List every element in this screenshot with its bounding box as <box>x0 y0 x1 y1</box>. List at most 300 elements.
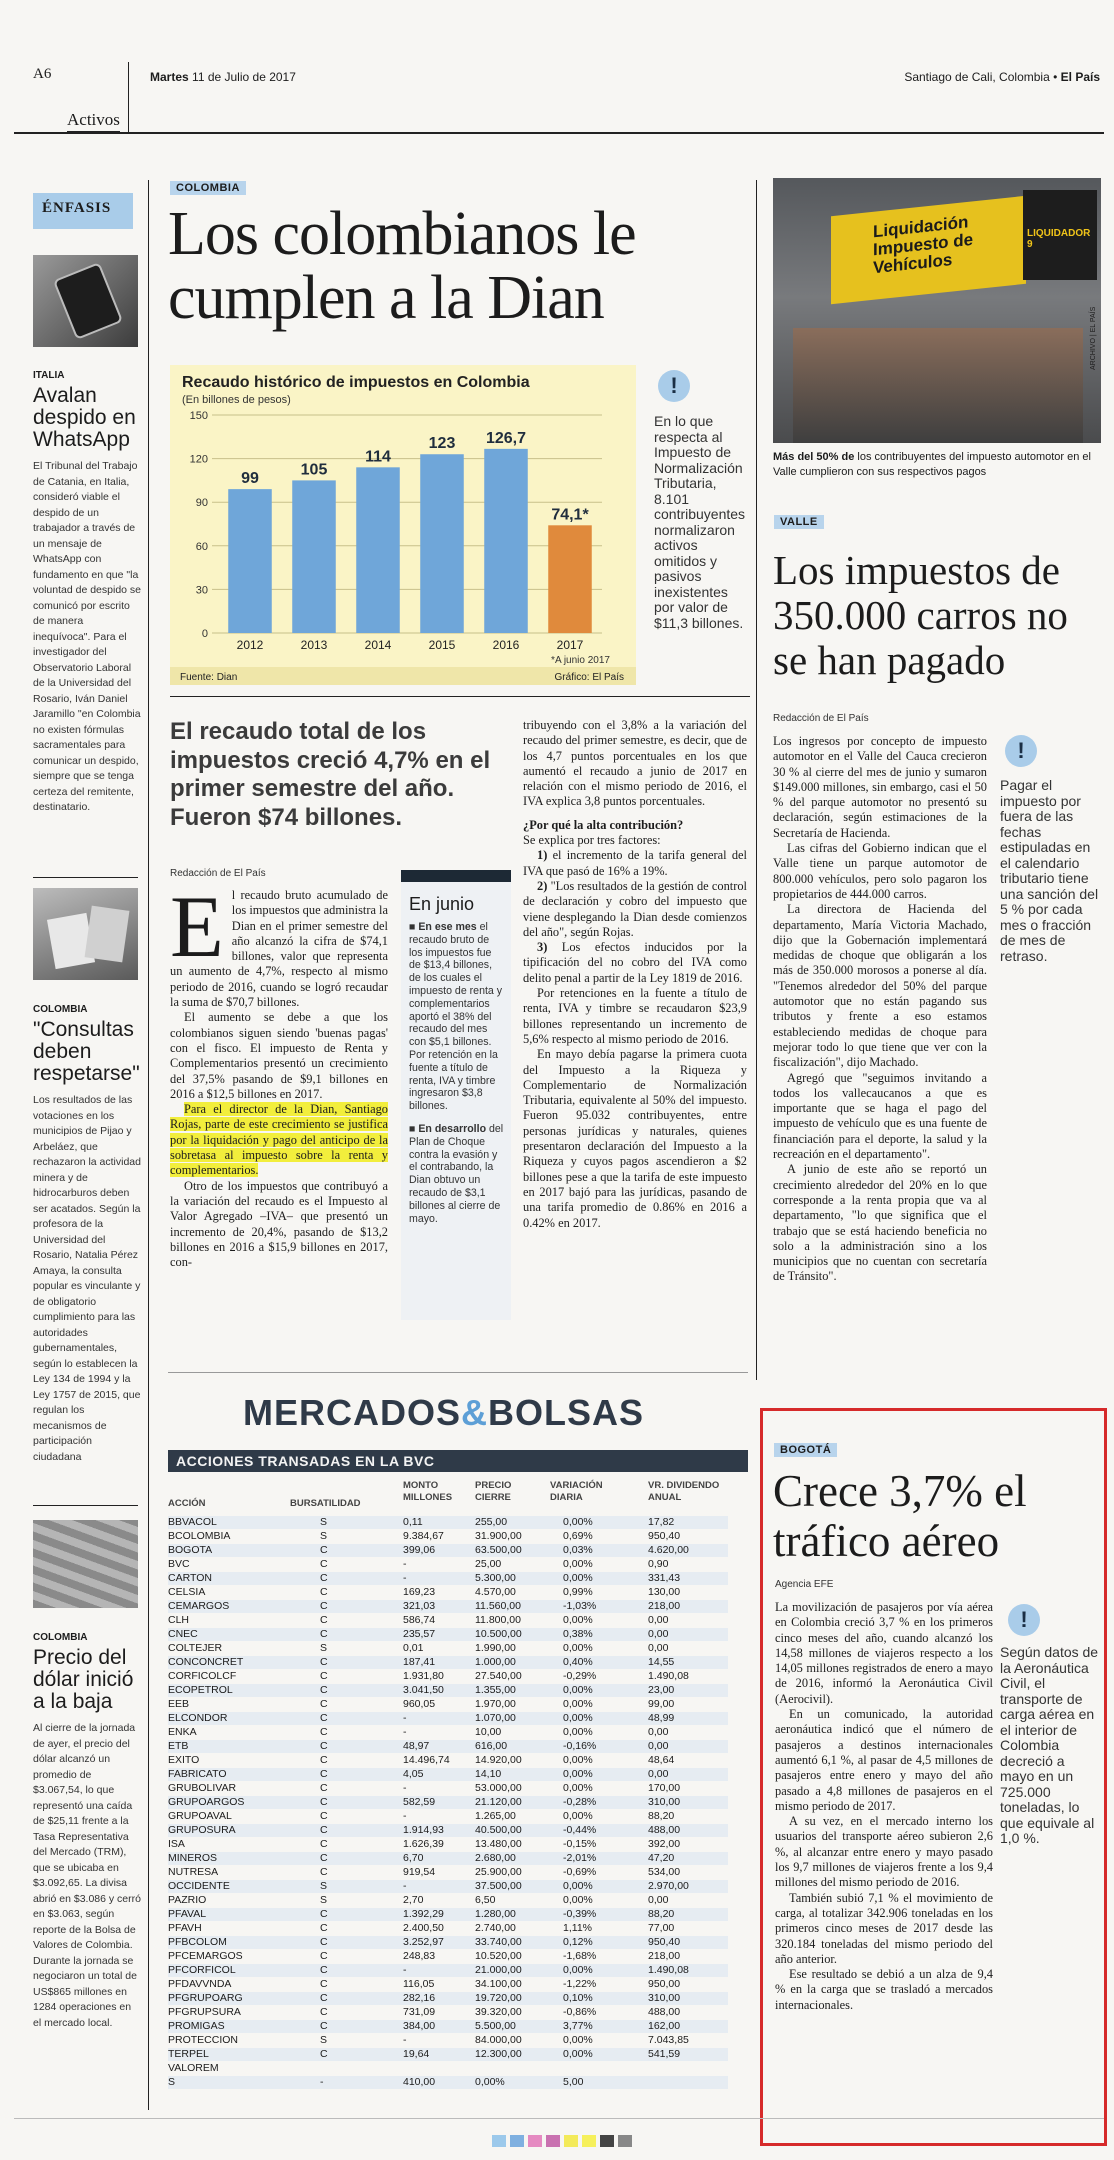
table-cell: -2,01% <box>563 1852 597 1864</box>
table-cell: C <box>320 1712 328 1724</box>
table-row <box>168 1740 728 1753</box>
sidebar-item-divider <box>33 877 138 878</box>
table-cell: 1.355,00 <box>475 1684 516 1696</box>
bar <box>420 454 464 633</box>
table-cell: ETB <box>168 1740 189 1752</box>
page-number: A6 <box>33 66 52 82</box>
exclamation-icon: ! <box>1005 735 1037 767</box>
color-swatch <box>564 2135 578 2147</box>
table-cell: 950,40 <box>648 1530 681 1542</box>
chart-source: Fuente: Dian <box>180 672 238 683</box>
table-cell: 14.920,00 <box>475 1754 522 1766</box>
y-tick-label: 90 <box>195 497 208 510</box>
table-cell: -0,86% <box>563 2006 597 2018</box>
table-cell: C <box>320 2020 328 2032</box>
table-cell: 0,00% <box>563 1642 593 1654</box>
markets-top-rule <box>168 1372 748 1373</box>
x-tick-label: 2016 <box>492 638 520 652</box>
table-cell: 7.043,85 <box>648 2034 689 2046</box>
table-cell: 282,16 <box>403 1992 436 2004</box>
table-cell: C <box>320 1558 328 1570</box>
table-cell: C <box>320 1838 328 1850</box>
table-cell: 0,00 <box>648 1642 669 1654</box>
bar-value-label: 74,1* <box>551 506 589 524</box>
y-tick-label: 60 <box>195 540 208 553</box>
table-cell: 0,00% <box>563 1516 593 1528</box>
table-cell: 39.320,00 <box>475 2006 522 2018</box>
table-row <box>168 1516 728 1529</box>
table-cell: 0,00% <box>563 1684 593 1696</box>
table-cell: C <box>320 1810 328 1822</box>
table-cell: 17,82 <box>648 1516 675 1528</box>
main-paragraph-highlight <box>170 1102 388 1178</box>
table-cell: CNEC <box>168 1628 198 1640</box>
factor-text: Los efectos inducidos por la tipificación del no cobro del IVA como delito penal a partir de la Ley 1819 de 2016. <box>523 940 747 985</box>
table-cell: ECOPETROL <box>168 1684 233 1696</box>
table-cell: -0,69% <box>563 1866 597 1878</box>
valle-byline: Redacción de El País <box>773 713 869 724</box>
table-row <box>168 1992 728 2005</box>
footer-rule <box>14 2118 1104 2119</box>
sidebar-item <box>33 1632 141 2031</box>
table-cell: C <box>320 1922 328 1934</box>
table-cell: -0,28% <box>563 1796 597 1808</box>
bar <box>292 480 336 633</box>
table-cell: C <box>320 1656 328 1668</box>
table-cell: 0,00% <box>563 1880 593 1892</box>
table-cell: C <box>320 1824 328 1836</box>
table-cell: 399,06 <box>403 1544 436 1556</box>
table-cell: BCOLOMBIA <box>168 1530 231 1542</box>
header-rule <box>14 132 1104 134</box>
table-row <box>168 1628 728 1641</box>
table-row <box>168 1838 728 1851</box>
table-cell: 0,00% <box>563 1572 593 1584</box>
table-cell: 4.620,00 <box>648 1544 689 1556</box>
markets-logo <box>243 1392 644 1434</box>
table-cell: OCCIDENTE <box>168 1880 230 1892</box>
table-cell: 0,00% <box>563 1894 593 1906</box>
table-cell: 1.265,00 <box>475 1810 516 1822</box>
table-cell: 0,00% <box>563 1698 593 1710</box>
table-row <box>168 1586 728 1599</box>
factor-text: "Los resultados de la gestión de control de declaración y cobro del impuesto que viene desplegando la Dian desde comienzos del año", según Rojas. <box>523 878 747 939</box>
table-cell: 1.490,08 <box>648 1670 689 1682</box>
air-kicker <box>774 1440 837 1458</box>
table-cell: 19.720,00 <box>475 1992 522 2004</box>
table-cell: 2.680,00 <box>475 1852 516 1864</box>
main-byline: Redacción de El País <box>170 868 266 879</box>
table-cell: C <box>320 1950 328 1962</box>
table-cell: 0,69% <box>563 1530 593 1542</box>
table-cell: 616,00 <box>475 1740 508 1752</box>
sidebar-kicker: COLOMBIA <box>33 1632 88 1643</box>
table-cell: 11.560,00 <box>475 1600 521 1612</box>
june-box-text: del Plan de Choque contra la evasión y el contrabando, la Dian obtuvo un recaudo de $3,1 billones al cierre de mayo. <box>409 1122 504 1225</box>
x-tick-label: 2012 <box>236 638 264 652</box>
table-cell: C <box>320 1852 328 1864</box>
factor-number: 3) <box>537 940 548 955</box>
table-cell: C <box>320 1600 328 1612</box>
table-cell: -1,03% <box>563 1600 597 1612</box>
air-paragraph: También subió 7,1 % el movimiento de carga, al totalizar 342.906 toneladas en los primeros cinco meses de 2017 desde las 320.184 toneladas del mismo periodo del año anterior. <box>775 1890 993 1966</box>
table-cell: - <box>403 1810 407 1822</box>
table-cell: -0,15% <box>563 1838 597 1850</box>
column-header: VR. DIVIDENDO ANUAL <box>648 1480 720 1503</box>
column-header: ACCIÓN <box>168 1498 206 1509</box>
table-cell: 2,70 <box>403 1894 424 1906</box>
main-column-1 <box>170 879 389 1270</box>
table-cell: TERPEL <box>168 2048 209 2060</box>
kicker-label: BOGOTÁ <box>774 1443 837 1457</box>
table-cell: 187,41 <box>403 1656 436 1668</box>
table-cell: 48,64 <box>648 1754 675 1766</box>
photo-credit: ARCHIVO | EL PAÍS <box>1090 306 1097 370</box>
color-swatch <box>546 2135 560 2147</box>
main-paragraph: El aumento se debe a que los colombianos siguen siendo 'buenas pagas' con el fisco. El impuesto de Renta y Complementarios presentó un crecimiento del 37,5% pasando de $9,1 billones en 2016 a $12,5 billones en 2017. <box>170 1010 388 1101</box>
question-lead <box>523 818 747 833</box>
valle-paragraph: Los ingresos por concepto de impuesto automotor en el Valle del Cauca crecieron 30 % al cierre del mes de junio y sumaron $149.000 millones, sin embargo, casi el 50 % del parque automotor no presentó su declaración, según estimaciones de la Secretaría de Hacienda. <box>773 734 987 840</box>
column-header: MONTO MILLONES <box>403 1480 453 1503</box>
main-subhead: El recaudo total de los impuestos creció 4,7% en el primer semestre del año. Fueron $74 billones. <box>170 718 491 831</box>
table-cell: 0,00 <box>648 1768 669 1780</box>
table-cell: PROTECCION <box>168 2034 239 2046</box>
main-kicker <box>170 178 246 196</box>
valle-paragraph: La directora de Hacienda del departamento, María Victoria Machado, dijo que la Gobernación implementará medidas de choque que obligarán a los más de 350.000 morosos a ponerse al día. "Tenemos alrededor del 50% del parque automotor que no están pagando sus tributos y frente a eso estamos estableciendo medidas de choque para mejorar todo lo que tiene que ver con la fiscalización", dijo Machado. <box>773 902 987 1070</box>
table-row <box>168 1712 728 1725</box>
markets-logo-b: BOLSAS <box>488 1392 645 1433</box>
photo-caption <box>773 450 1103 480</box>
table-cell: 0,10% <box>563 1992 593 2004</box>
table-row <box>168 1978 728 1991</box>
table-row <box>168 1572 728 1585</box>
table-cell: 84.000,00 <box>475 2034 522 2046</box>
air-note: Según datos de la Aeronáutica Civil, el transporte de carga aérea en el interior de Colombia decreció a mayo en un 725.000 toneladas, lo que equivale al 1,0 %. <box>1000 1644 1099 1846</box>
sidebar-headline: Precio del dólar inició a la baja <box>33 1646 134 1713</box>
sidebar-kicker: ITALIA <box>33 370 65 381</box>
table-cell: 392,00 <box>648 1838 681 1850</box>
table-cell: 4,05 <box>403 1768 424 1780</box>
emphasis-title: ÉNFASIS <box>42 200 112 216</box>
bar-value-label: 99 <box>241 470 259 488</box>
dateline <box>150 70 296 84</box>
table-cell: 1.931,80 <box>403 1670 444 1682</box>
y-tick-label: 120 <box>189 453 208 466</box>
table-cell: 14.496,74 <box>403 1754 450 1766</box>
table-cell: 53.000,00 <box>475 1782 522 1794</box>
table-cell: PFCORFICOL <box>168 1964 236 1976</box>
table-row <box>168 2076 728 2089</box>
table-cell: FABRICATO <box>168 1768 227 1780</box>
table-row <box>168 1726 728 1739</box>
table-cell: 235,57 <box>403 1628 436 1640</box>
masthead-location <box>904 70 1100 84</box>
table-row <box>168 1670 728 1683</box>
table-cell: C <box>320 1726 328 1738</box>
table-cell: PAZRIO <box>168 1894 207 1906</box>
table-cell: C <box>320 1586 328 1598</box>
table-cell: BVC <box>168 1558 190 1570</box>
sidebar-item <box>33 370 141 816</box>
june-box-item <box>409 921 504 1113</box>
table-cell: 0,00 <box>648 1614 669 1626</box>
valle-body <box>773 734 987 1285</box>
table-cell: 1.000,00 <box>475 1656 516 1668</box>
table-cell: 2.740,00 <box>475 1922 516 1934</box>
exclamation-icon: ! <box>658 370 690 402</box>
date-day: Martes <box>150 70 189 84</box>
table-cell: 88,20 <box>648 1810 675 1822</box>
table-cell: C <box>320 1978 328 1990</box>
table-cell: 950,00 <box>648 1978 681 1990</box>
main-headline: Los colombianos le cumplen a la Dian <box>168 200 636 332</box>
table-cell: EEB <box>168 1698 190 1710</box>
sidebar-item <box>33 1004 141 1465</box>
table-cell: 218,00 <box>648 1600 681 1612</box>
table-cell: 0,99% <box>563 1586 593 1598</box>
table-cell: GRUPOAVAL <box>168 1810 232 1822</box>
table-cell: 582,59 <box>403 1796 436 1808</box>
air-paragraph: Ese resultado se debió a un alza de 9,4 % en la carga que se trasladó a mercados internacionales. <box>775 1967 993 2012</box>
table-cell: 0,00% <box>563 1782 593 1794</box>
kicker-label: VALLE <box>774 515 824 529</box>
bar <box>228 489 272 633</box>
table-cell: GRUPOSURA <box>168 1824 236 1836</box>
bar <box>356 467 400 633</box>
table-row <box>168 1922 728 1935</box>
table-cell: 1.914,93 <box>403 1824 444 1836</box>
table-cell: S <box>320 1880 328 1892</box>
june-box-title: En junio <box>409 894 475 914</box>
june-box <box>401 870 511 1320</box>
table-row <box>168 1880 728 1893</box>
table-cell: 310,00 <box>648 1992 681 2004</box>
table-cell: 6,50 <box>475 1894 496 1906</box>
table-cell: -0,16% <box>563 1740 597 1752</box>
table-cell: CELSIA <box>168 1586 206 1598</box>
table-cell: 0,00 <box>648 1726 669 1738</box>
table-cell: CORFICOLCF <box>168 1670 237 1682</box>
table-cell: 0,00 <box>648 1894 669 1906</box>
table-cell: 88,20 <box>648 1908 675 1920</box>
table-cell: PFGRUPOARG <box>168 1992 243 2004</box>
table-cell: 488,00 <box>648 2006 681 2018</box>
valle-paragraph: Las cifras del Gobierno indican que el Valle tiene un parque automotor de 800.000 vehículos, pero solo pagaron los propietarios de 444.000 carros. <box>773 841 987 901</box>
factor-item <box>523 940 747 986</box>
x-tick-label: 2017 <box>556 638 584 652</box>
table-cell: 116,05 <box>403 1978 435 1990</box>
caption-lead: Más del 50% de <box>773 451 855 463</box>
table-cell: 162,00 <box>648 2020 681 2032</box>
right-column-divider <box>756 180 757 1380</box>
table-cell: ENKA <box>168 1726 197 1738</box>
column-header: PRECIO CIERRE <box>475 1480 512 1503</box>
table-cell: 1.392,29 <box>403 1908 444 1920</box>
sidebar-divider <box>148 180 149 2110</box>
main-paragraph: tribuyendo con el 3,8% a la variación del recaudo del primer semestre, es decir, que de los 4,7 puntos porcentuales en los que aumentó el recaudo a junio de 2017 en relación con el mismo periodo de 2016, el IVA explica 3,8 puntos porcentuales. <box>523 718 747 809</box>
revenue-chart-svg <box>170 365 636 685</box>
table-cell: 0,00 <box>648 1628 669 1640</box>
markets-logo-amp: & <box>461 1392 489 1433</box>
bar-value-label: 123 <box>428 435 456 453</box>
air-paragraph: En un comunicado, la autoridad aeronáutica indicó que el número de pasajeros a destinos internacionales aumentó 6,1 %, al pasar de 4,5 millones de pasajeros entre enero y mayo del año pasado a 4,8 millones de pasajeros en el mismo periodo de 2017. <box>775 1707 993 1813</box>
table-cell: -0,44% <box>563 1824 597 1836</box>
chart-divider <box>170 696 750 697</box>
table-cell: 1.070,00 <box>475 1712 516 1724</box>
table-cell: GRUPOARGOS <box>168 1796 245 1808</box>
table-row <box>168 1950 728 1963</box>
table-cell: 14,10 <box>475 1768 502 1780</box>
table-row <box>168 1852 728 1865</box>
table-cell: 3.252,97 <box>403 1936 444 1948</box>
table-row <box>168 1768 728 1781</box>
exclamation-icon: ! <box>1008 1604 1040 1636</box>
table-row <box>168 1656 728 1669</box>
air-byline: Agencia EFE <box>775 1579 834 1590</box>
table-cell: 960,05 <box>403 1698 436 1710</box>
table-cell: 21.120,00 <box>475 1796 522 1808</box>
table-row <box>168 1530 728 1543</box>
color-swatch <box>618 2135 632 2147</box>
table-cell: C <box>320 1670 328 1682</box>
table-cell: 12.300,00 <box>475 2048 522 2060</box>
table-cell: S <box>320 1894 328 1906</box>
dollar-photo <box>33 1520 138 1608</box>
table-row <box>168 2048 728 2061</box>
x-tick-label: 2014 <box>364 638 392 652</box>
table-cell: 0,00% <box>563 2034 593 2046</box>
table-cell: C <box>320 1684 328 1696</box>
bar-value-label: 126,7 <box>485 429 527 447</box>
table-cell: C <box>320 1628 328 1640</box>
table-cell: NUTRESA <box>168 1866 219 1878</box>
table-cell: 2.400,50 <box>403 1922 444 1934</box>
table-cell: S <box>168 2076 176 2088</box>
table-cell: C <box>320 1964 328 1976</box>
factor-item <box>523 879 747 940</box>
june-box-lead: ■ En desarrollo <box>409 1122 487 1135</box>
table-cell: 25.900,00 <box>475 1866 522 1878</box>
table-cell: 0,00% <box>563 2048 593 2060</box>
valle-paragraph: Agregó que "seguimos invitando a todos los vallecaucanos a que es importante que se haga el pago del impuesto de vehículo que es una fuente de financiación para el deporte, la salud y la recreación en el departamento". <box>773 1070 987 1162</box>
column-header: BURSATILIDAD <box>290 1498 361 1509</box>
table-cell: 3.041,50 <box>403 1684 444 1696</box>
question-text: Se explica por tres factores: <box>523 833 661 848</box>
table-cell: 919,54 <box>403 1866 436 1878</box>
table-cell: 255,00 <box>475 1516 508 1528</box>
bar-value-label: 114 <box>365 448 391 466</box>
main-paragraph: l recaudo bruto acumulado de los impuestos que administra la Dian en el primer semestre del año alcanzó la cifra de $74,1 billones, valor que representa un aumento de 4,7%, respecto al mismo periodo de 2016, cuando se logró recaudar la suma de $70,7 billones. <box>170 888 389 1010</box>
air-paragraph: La movilización de pasajeros por vía aérea en Colombia creció 3,7 % en los primeros cinco meses del año, cuando alcanzó los 14,58 millones de viajeros respecto a los 14,05 millones registrados de enero a mayo de 2016, informó la Aeronáutica Civil (Aerocivil). <box>775 1600 993 1706</box>
table-cell: 34.100,00 <box>475 1978 522 1990</box>
table-cell: 21.000,00 <box>475 1964 522 1976</box>
table-cell: 10,00 <box>475 1726 502 1738</box>
table-cell: PROMIGAS <box>168 2020 225 2032</box>
table-cell: C <box>320 1698 328 1710</box>
table-cell: 11.800,00 <box>475 1614 521 1626</box>
valle-kicker <box>774 512 824 530</box>
chart-title: Recaudo histórico de impuestos en Colombia <box>182 374 530 391</box>
table-cell: C <box>320 1572 328 1584</box>
table-cell: 13.480,00 <box>475 1838 522 1850</box>
table-cell: S <box>320 2034 328 2046</box>
table-cell: - <box>403 1726 407 1738</box>
table-row <box>168 1936 728 1949</box>
table-cell: CEMARGOS <box>168 1600 230 1612</box>
table-cell: C <box>320 1796 328 1808</box>
table-cell: 1,11% <box>563 1922 592 1934</box>
factor-text: el incremento de la tarifa general del IVA que pasó de 16% a 19%. <box>523 848 747 878</box>
table-cell: C <box>320 1908 328 1920</box>
y-tick-label: 30 <box>195 584 208 597</box>
table-cell: 0,12% <box>563 1936 593 1948</box>
table-cell: C <box>320 1866 328 1878</box>
table-cell: BBVACOL <box>168 1516 217 1528</box>
table-cell: C <box>320 1992 328 2004</box>
table-cell: MINEROS <box>168 1852 218 1864</box>
table-cell: 33.740,00 <box>475 1936 522 1948</box>
june-box-lead-text: En ese mes <box>418 921 477 933</box>
table-cell: 14,55 <box>648 1656 675 1668</box>
table-title: ACCIONES TRANSADAS EN LA BVC <box>176 1453 435 1469</box>
main-paragraph: En mayo debía pagarse la primera cuota del Impuesto a la Riqueza y Complementario de Normalización Tributaria, equivalente al 50% del impuesto. Fueron 95.032 contribuyentes, entre personas jurídicas y naturales, quienes presentaron declaración del Impuesto a la Riqueza y cuyos pagos ascendieron a $2 billones pese a que la tarifa de este impuesto en 2017 bajó para las jurídicas, pasando de una tarifa promedio de 0.86% en 2016 a 0.42% en 2017. <box>523 1047 747 1230</box>
factor-item <box>523 848 747 879</box>
photo-sign-text: LIQUIDADOR 9 <box>1027 228 1091 250</box>
table-row <box>168 1810 728 1823</box>
factor-number: 2) <box>537 878 548 893</box>
table-cell: - <box>320 2076 324 2088</box>
table-cell: 48,97 <box>403 1740 430 1752</box>
photo-sign-text: Liquidación Impuesto de Vehículos <box>873 212 974 278</box>
table-row <box>168 2006 728 2019</box>
bullet: • <box>1053 70 1061 84</box>
table-row <box>168 1908 728 1921</box>
table-cell: 48,99 <box>648 1712 675 1724</box>
table-cell: 410,00 <box>403 2076 436 2088</box>
table-cell: - <box>403 1782 407 1794</box>
table-cell: 9.384,67 <box>403 1530 444 1542</box>
table-cell: 248,83 <box>403 1950 436 1962</box>
table-cell: 77,00 <box>648 1922 675 1934</box>
table-cell: 488,00 <box>648 1824 681 1836</box>
table-cell: 331,43 <box>648 1572 681 1584</box>
color-swatch <box>510 2135 524 2147</box>
table-row <box>168 1782 728 1795</box>
table-row <box>168 2020 728 2033</box>
table-cell: C <box>320 1754 328 1766</box>
sidebar-body: El Tribunal del Trabajo de Catania, en Italia, consideró viable el despido de un trabajador a través de un mensaje de WhatsApp con fundamento en que "la voluntad de despido se comunicó por escrito de manera inequívoca". Para el investigador del Observatorio Laboral de la Universidad del Rosario, Iván Daniel Jaramillo "en Colombia no existen fórmulas sacramentales para comunicar un despido, siempre que se tenga certeza del remitente, destinatario. <box>33 460 141 813</box>
table-cell: 731,09 <box>403 2006 436 2018</box>
air-body <box>775 1600 993 2013</box>
june-box-item <box>409 1123 504 1225</box>
table-cell: 47,20 <box>648 1852 675 1864</box>
table-row <box>168 2062 728 2075</box>
color-swatch <box>528 2135 542 2147</box>
table-cell: 1.280,00 <box>475 1908 516 1920</box>
table-cell: 0,40% <box>563 1656 593 1668</box>
table-row <box>168 1600 728 1613</box>
table-row <box>168 1894 728 1907</box>
highlighted-text: Para el director de la Dian, Santiago Rojas, parte de este crecimiento se justifica por la liquidación y pago del anticipo de la sobretasa al impuesto sobre la renta y complementarios. <box>170 1102 388 1178</box>
x-tick-label: 2015 <box>428 638 456 652</box>
table-cell: 0,38% <box>563 1628 593 1640</box>
table-cell: 541,59 <box>648 2048 681 2060</box>
table-cell: 0,11 <box>403 1516 423 1528</box>
table-cell: 0,03% <box>563 1544 593 1556</box>
table-cell: ISA <box>168 1838 185 1850</box>
x-tick-label: 2013 <box>300 638 328 652</box>
sidebar-headline: "Consultas deben respetarse" <box>33 1018 140 1085</box>
